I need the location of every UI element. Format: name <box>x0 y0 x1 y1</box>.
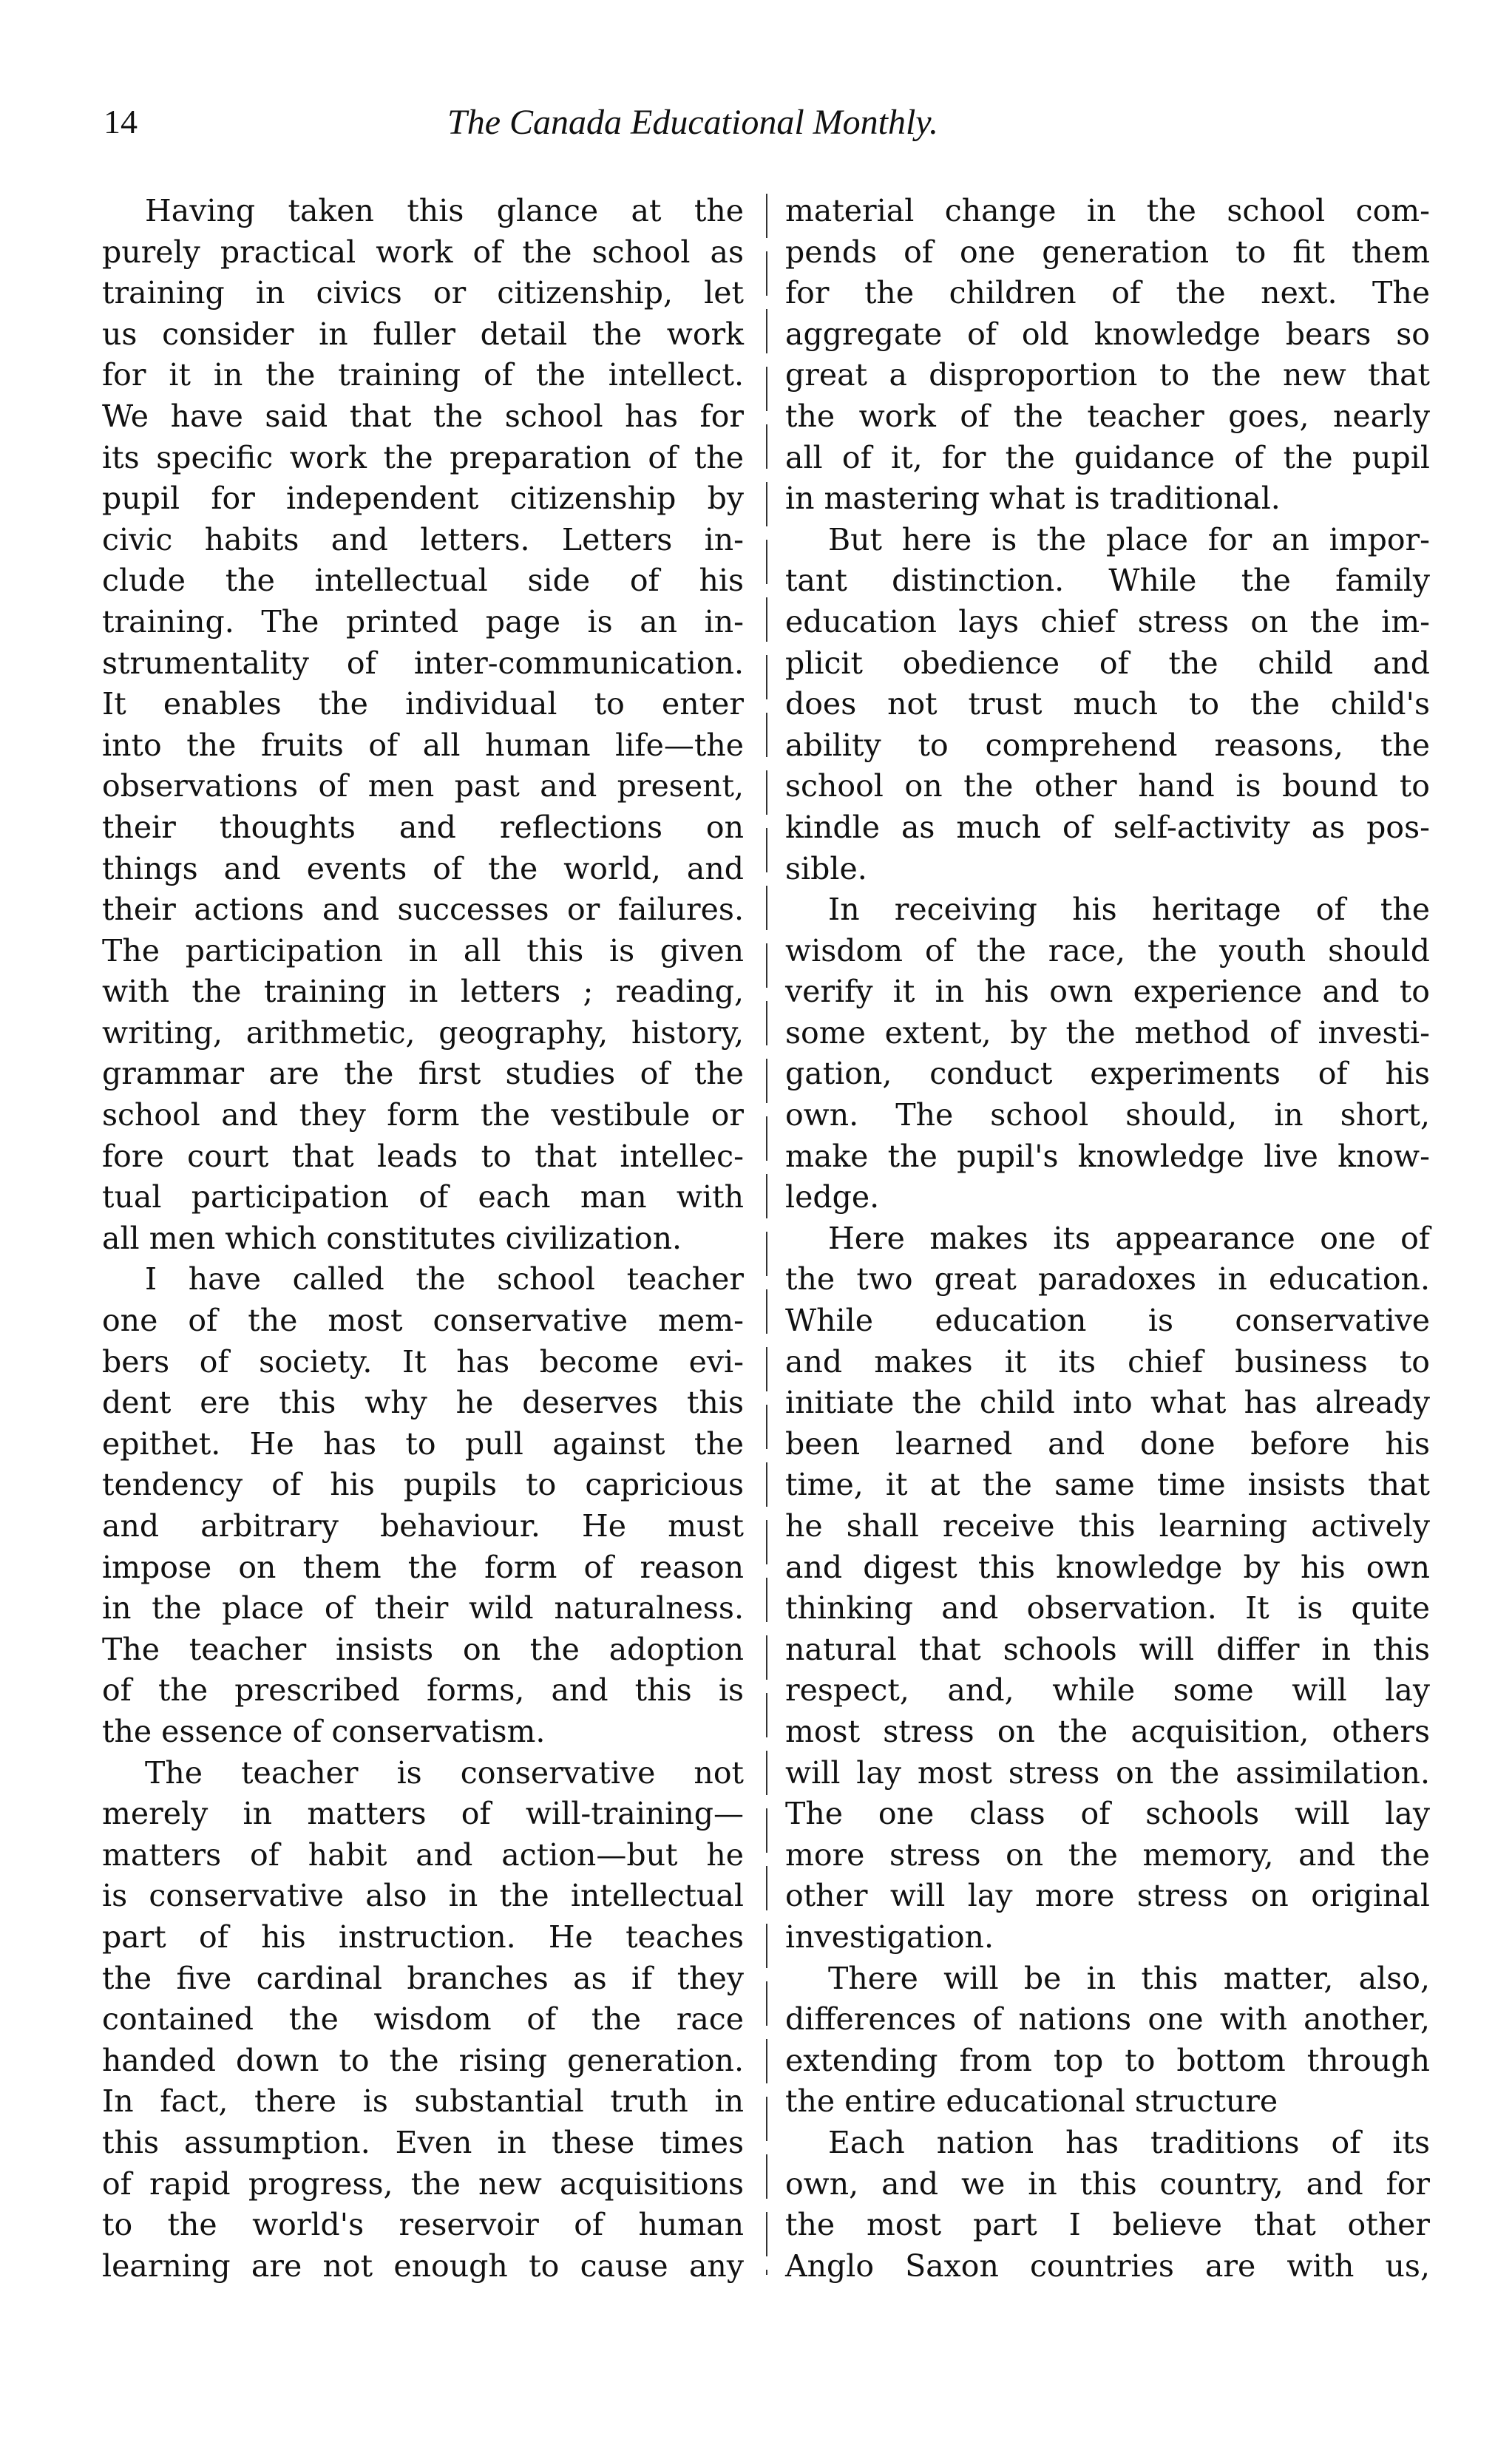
text-line: thinking and observation. It is quite <box>785 1590 1430 1626</box>
paragraph <box>102 1259 744 1752</box>
text-line: does not trust much to the child's <box>785 686 1430 722</box>
text-line: for the children of the next. The <box>785 275 1430 311</box>
paragraph <box>785 889 1430 1218</box>
text-line: The one class of schools will lay <box>785 1796 1430 1832</box>
text-line: strumentality of inter-communication. <box>102 645 744 681</box>
text-line: In receiving his heritage of the <box>828 892 1430 928</box>
paragraph <box>785 520 1430 889</box>
text-line: tual participation of each man with <box>102 1179 744 1215</box>
paragraph <box>785 2123 1430 2287</box>
text-line: make the pupil's knowledge live know- <box>785 1138 1430 1174</box>
text-line: the most part I believe that other <box>785 2207 1430 2243</box>
text-line: in the place of their wild naturalness. <box>102 1590 744 1626</box>
paragraph <box>785 1218 1430 1958</box>
text-line: epithet. He has to pull against the <box>102 1425 744 1462</box>
text-line: us consider in fuller detail the work <box>102 316 744 352</box>
text-line: all of it, for the guidance of the pupil <box>785 439 1430 475</box>
text-line: and makes it its chief business to <box>785 1343 1430 1380</box>
paragraph <box>785 1958 1430 2123</box>
text-line: this assumption. Even in these times <box>102 2124 744 2160</box>
text-line: natural that schools will differ in this <box>785 1631 1430 1667</box>
text-line: investigation. <box>785 1919 994 1955</box>
text-line: tant distinction. While the family <box>785 563 1430 599</box>
text-line: matters of habit and action—but he <box>102 1836 744 1873</box>
text-line: one of the most conservative mem- <box>102 1303 744 1339</box>
text-line: pends of one generation to fit them <box>785 234 1430 270</box>
text-line: part of his instruction. He teaches <box>102 1919 744 1955</box>
text-line: ability to comprehend reasons, the <box>785 727 1430 763</box>
text-line: the two great paradoxes in education. <box>785 1261 1430 1297</box>
text-line: I have called the school teacher <box>145 1261 744 1297</box>
text-line: learning are not enough to cause any <box>102 2248 744 2284</box>
page-number: 14 <box>104 103 138 140</box>
running-title: The Canada Educational Monthly. <box>447 103 938 142</box>
text-line: tendency of his pupils to capricious <box>102 1467 744 1503</box>
text-line: dent ere this why he deserves this <box>102 1385 744 1421</box>
text-line: verify it in his own experience and to <box>785 974 1430 1010</box>
text-line: the essence of conservatism. <box>102 1713 546 1749</box>
page-header <box>104 102 1405 161</box>
text-line: While education is conservative <box>785 1303 1430 1339</box>
text-line: of the prescribed forms, and this is <box>102 1672 744 1709</box>
text-line: contained the wisdom of the race <box>102 2001 744 2038</box>
text-line: Each nation has traditions of its <box>828 2124 1430 2160</box>
text-line: plicit obedience of the child and <box>785 645 1430 681</box>
text-line: ledge. <box>785 1179 880 1215</box>
text-line: merely in matters of will-training— <box>102 1796 744 1832</box>
text-line: handed down to the rising generation. <box>102 2042 744 2078</box>
column-divider <box>766 194 767 2275</box>
text-line: Here makes its appearance one of <box>828 1220 1430 1256</box>
text-line: writing, arithmetic, geography, history, <box>102 1014 744 1051</box>
text-line: all men which constitutes civilization. <box>102 1220 682 1256</box>
text-line: school and they form the vestibule or <box>102 1097 744 1133</box>
text-line: its specific work the preparation of the <box>102 439 744 475</box>
text-line: The participation in all this is given <box>102 932 744 969</box>
text-line: extending from top to bottom through <box>785 2042 1430 2078</box>
left-column <box>102 191 744 2287</box>
text-line: impose on them the form of reason <box>102 1549 744 1585</box>
text-line: own. The school should, in short, <box>785 1097 1430 1133</box>
text-line: school on the other hand is bound to <box>785 768 1430 804</box>
text-line: their actions and successes or failures. <box>102 892 744 928</box>
text-line: their thoughts and reflections on <box>102 809 744 845</box>
text-line: into the fruits of all human life—the <box>102 727 744 763</box>
text-line: Having taken this glance at the <box>145 193 744 228</box>
text-line: grammar are the first studies of the <box>102 1056 744 1092</box>
text-line: wisdom of the race, the youth should <box>785 932 1430 969</box>
text-line: differences of nations one with another, <box>785 2001 1430 2038</box>
text-line: fore court that leads to that intellec- <box>102 1138 744 1174</box>
text-line: in mastering what is traditional. <box>785 481 1281 517</box>
text-line: We have said that the school has for <box>102 398 744 434</box>
text-line: of rapid progress, the new acquisitions <box>102 2165 744 2202</box>
text-line: will lay most stress on the assimilation. <box>785 1754 1430 1791</box>
text-line: In fact, there is substantial truth in <box>102 2083 744 2120</box>
text-line: time, it at the same time insists that <box>785 1467 1430 1503</box>
text-line: aggregate of old knowledge bears so <box>785 316 1430 352</box>
text-line: things and events of the world, and <box>102 850 744 886</box>
right-column <box>785 191 1430 2287</box>
text-line: There will be in this matter, also, <box>828 1960 1430 1996</box>
text-line: pupil for independent citizenship by <box>102 481 744 517</box>
text-line: more stress on the memory, and the <box>785 1836 1430 1873</box>
paragraph <box>785 191 1430 520</box>
text-line: with the training in letters ; reading, <box>102 974 744 1010</box>
text-line: education lays chief stress on the im- <box>785 603 1430 640</box>
text-line: training. The printed page is an in- <box>102 603 744 640</box>
text-line: The teacher insists on the adoption <box>102 1631 744 1667</box>
text-line: training in civics or citizenship, let <box>102 275 744 311</box>
paragraph <box>102 1753 744 2287</box>
text-line: most stress on the acquisition, others <box>785 1713 1430 1749</box>
text-line: sible. <box>785 850 867 886</box>
text-line: is conservative also in the intellectual <box>102 1878 744 1914</box>
text-line: the entire educational structure <box>785 2083 1278 2120</box>
text-line: great a disproportion to the new that <box>785 357 1430 393</box>
text-line: purely practical work of the school as <box>102 234 744 270</box>
text-line: observations of men past and present, <box>102 768 744 804</box>
text-line: kindle as much of self-activity as pos- <box>785 809 1430 845</box>
text-line: respect, and, while some will lay <box>785 1672 1430 1709</box>
text-line: gation, conduct experiments of his <box>785 1056 1430 1092</box>
text-line: he shall receive this learning actively <box>785 1508 1430 1544</box>
text-line: been learned and done before his <box>785 1425 1430 1462</box>
text-line: other will lay more stress on original <box>785 1878 1430 1914</box>
text-line: bers of society. It has become evi- <box>102 1343 744 1380</box>
paragraph <box>102 191 744 1259</box>
text-line: Anglo Saxon countries are with us, <box>785 2248 1430 2284</box>
text-line: own, and we in this country, and for <box>785 2165 1430 2202</box>
text-line: It enables the individual to enter <box>102 686 744 722</box>
text-line: and digest this knowledge by his own <box>785 1549 1430 1585</box>
text-line: to the world's reservoir of human <box>102 2207 744 2243</box>
text-line: clude the intellectual side of his <box>102 563 744 599</box>
text-line: But here is the place for an impor- <box>828 521 1430 557</box>
text-line: the work of the teacher goes, nearly <box>785 398 1430 434</box>
text-line: material change in the school com- <box>785 193 1430 228</box>
text-line: and arbitrary behaviour. He must <box>102 1508 744 1544</box>
text-line: The teacher is conservative not <box>145 1754 744 1791</box>
text-line: some extent, by the method of investi- <box>785 1014 1430 1051</box>
text-line: for it in the training of the intellect. <box>102 357 744 393</box>
text-line: the five cardinal branches as if they <box>102 1960 744 1996</box>
text-line: civic habits and letters. Letters in- <box>102 521 744 557</box>
text-line: initiate the child into what has already <box>785 1385 1430 1421</box>
